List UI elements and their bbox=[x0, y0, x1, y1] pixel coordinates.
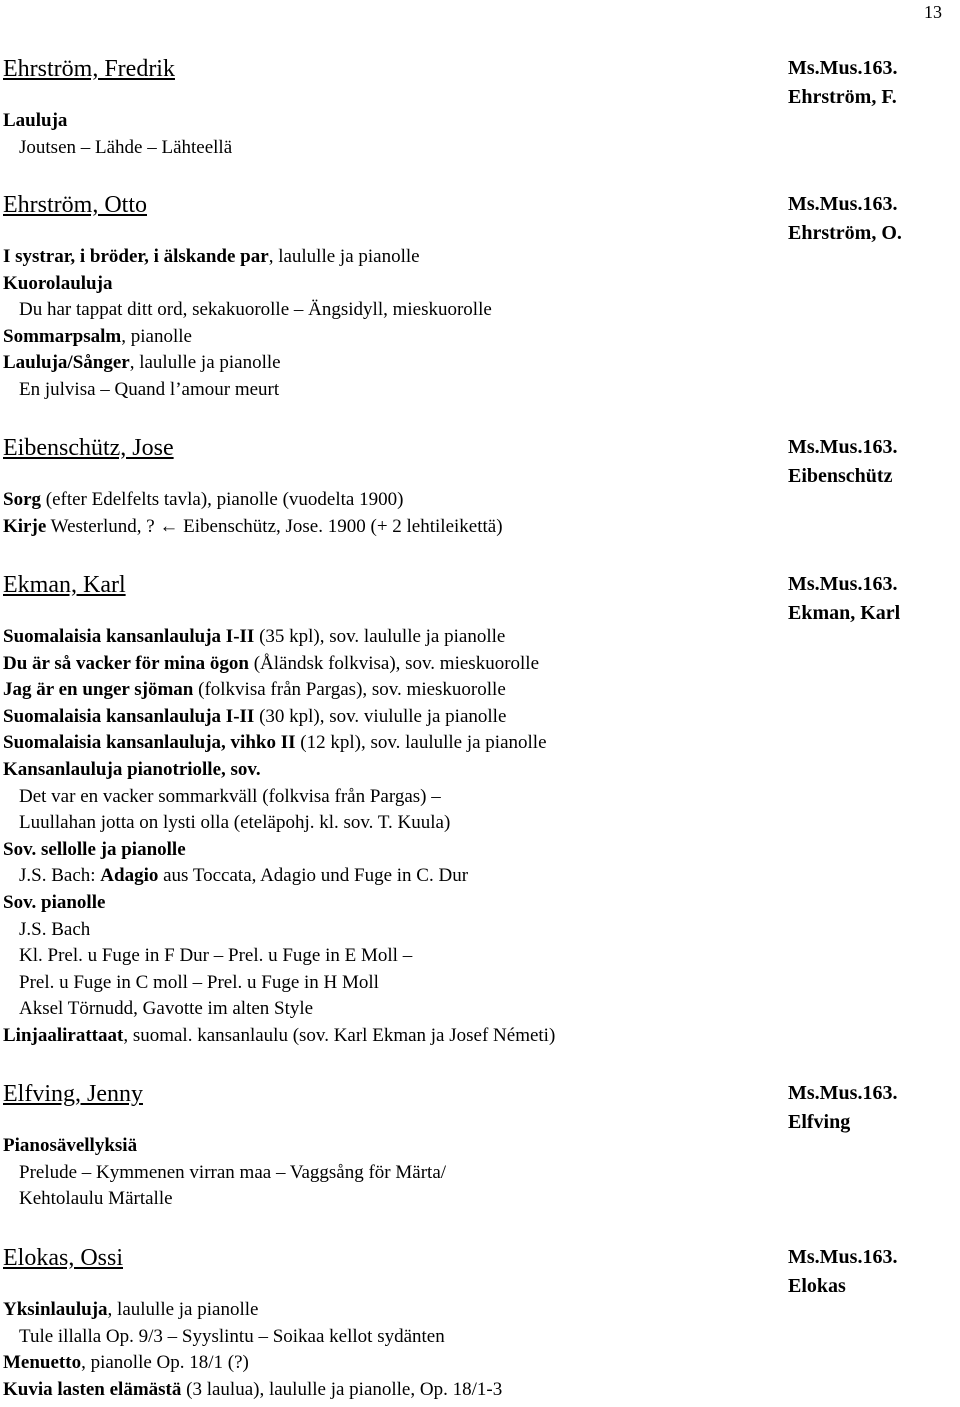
work-title: Suomalaisia kansanlauluja I-II bbox=[3, 705, 255, 727]
work-title: Linjaalirattaat bbox=[3, 1024, 124, 1046]
work-line bbox=[3, 996, 953, 1023]
work-detail: , pianolle Op. 18/1 (?) bbox=[81, 1352, 249, 1374]
work-detail: (Åländsk folkvisa), sov. mieskuorolle bbox=[248, 652, 540, 674]
composer-name: Eibenschütz, Jose bbox=[3, 435, 174, 461]
work-title: Sov. sellolle ja pianolle bbox=[3, 838, 186, 860]
work-line bbox=[3, 1324, 953, 1351]
work-line bbox=[3, 730, 953, 757]
work-line bbox=[3, 1023, 953, 1050]
work-line bbox=[3, 514, 953, 541]
work-detail: Aksel Törnudd, Gavotte im alten Style bbox=[19, 998, 314, 1020]
work-line bbox=[3, 943, 953, 970]
catalog-entry bbox=[3, 54, 953, 161]
work-detail: , pianolle bbox=[121, 325, 192, 347]
catalog-entry bbox=[3, 433, 953, 540]
work-detail: (35 kpl), sov. laululle ja pianolle bbox=[254, 626, 506, 647]
work-detail: (3 laulua), laululle ja pianolle, Op. 18/1-3 bbox=[181, 1378, 503, 1400]
composer-name: Ekman, Karl bbox=[3, 572, 126, 598]
shelf-mark bbox=[788, 1079, 897, 1137]
work-detail: Kehtolaulu Märtalle bbox=[19, 1188, 173, 1210]
shelf-mark bbox=[788, 1243, 897, 1301]
composer-name: Ehrström, Fredrik bbox=[3, 56, 175, 82]
work-title: Jag är en unger sjöman bbox=[3, 679, 194, 701]
shelf-mark bbox=[788, 433, 897, 491]
shelf-mark bbox=[788, 54, 897, 112]
composer-name: Elfving, Jenny bbox=[3, 1081, 143, 1107]
work-detail: , laululle ja pianolle bbox=[107, 1299, 259, 1320]
work-line bbox=[3, 837, 953, 864]
shelf-mark bbox=[788, 570, 900, 628]
shelf-mark-line: Ekman, Karl bbox=[788, 602, 901, 624]
work-title: Lauluja bbox=[3, 110, 68, 131]
work-title: Kuorolauluja bbox=[3, 272, 113, 294]
work-detail: En julvisa – Quand l’amour meurt bbox=[19, 378, 280, 400]
work-line bbox=[3, 863, 953, 890]
shelf-mark-line: Ms.Mus.163. bbox=[788, 193, 898, 215]
work-line bbox=[3, 271, 953, 298]
work-title: Kirje bbox=[3, 515, 47, 537]
work-line bbox=[3, 890, 953, 917]
work-title: Adagio bbox=[100, 865, 159, 887]
work-detail: Du har tappat ditt ord, sekakuorolle – Ängsidyll, mieskuorolle bbox=[19, 299, 492, 321]
work-title: Sommarpsalm bbox=[3, 325, 122, 347]
work-title: Suomalaisia kansanlauluja, vihko II bbox=[3, 732, 296, 754]
shelf-mark-line: Eibenschütz bbox=[788, 465, 893, 487]
work-detail: (30 kpl), sov. viululle ja pianolle bbox=[254, 705, 507, 727]
page-number: 13 bbox=[924, 2, 942, 22]
work-line bbox=[3, 757, 953, 784]
catalog-entry bbox=[3, 1079, 953, 1213]
shelf-mark-line: Ms.Mus.163. bbox=[788, 436, 898, 458]
work-title: Lauluja/Sånger bbox=[3, 352, 130, 374]
shelf-mark-line: Elfving bbox=[788, 1111, 851, 1133]
shelf-mark-line: Ms.Mus.163. bbox=[788, 57, 898, 79]
shelf-mark-line: Ms.Mus.163. bbox=[788, 573, 898, 595]
shelf-mark bbox=[788, 190, 902, 248]
work-detail: Joutsen – Lähde – Lähteellä bbox=[19, 136, 233, 158]
work-detail: , suomal. kansanlaulu (sov. Karl Ekman ja Josef Németi) bbox=[123, 1024, 556, 1046]
work-detail: Luullahan jotta on lysti olla (eteläpohj. kl. sov. T. Kuula) bbox=[19, 812, 451, 834]
work-line bbox=[3, 1160, 953, 1187]
work-title: Du är så vacker för mina ögon bbox=[3, 652, 249, 674]
work-detail: (12 kpl), sov. laululle ja pianolle bbox=[295, 732, 547, 754]
work-line bbox=[3, 1377, 953, 1404]
work-detail: Tule illalla Op. 9/3 – Syyslintu – Soikaa kellot sydänten bbox=[19, 1325, 445, 1347]
work-detail: J.S. Bach bbox=[19, 918, 91, 940]
work-detail: , laululle ja pianolle bbox=[129, 352, 281, 374]
work-title: Suomalaisia kansanlauluja I-II bbox=[3, 626, 255, 647]
shelf-mark-line: Ehrström, F. bbox=[788, 86, 897, 108]
work-title: I systrar, i bröder, i älskande par bbox=[3, 246, 269, 267]
work-line bbox=[3, 297, 953, 324]
shelf-mark-line: Ms.Mus.163. bbox=[788, 1082, 898, 1104]
work-detail: Prelude – Kymmenen virran maa – Vaggsång för Märta/ bbox=[19, 1161, 447, 1183]
catalog-entry bbox=[3, 1243, 953, 1403]
work-line bbox=[3, 135, 953, 162]
work-detail: aus Toccata, Adagio und Fuge in C. Dur bbox=[158, 865, 469, 887]
shelf-mark-line: Ehrström, O. bbox=[788, 222, 902, 244]
work-title: Kuvia lasten elämästä bbox=[3, 1378, 182, 1400]
composer-name: Elokas, Ossi bbox=[3, 1245, 123, 1271]
work-detail: (efter Edelfelts tavla), pianolle (vuodelta 1900) bbox=[41, 489, 404, 510]
work-title: Menuetto bbox=[3, 1352, 82, 1374]
work-detail: , laululle ja pianolle bbox=[268, 246, 420, 267]
work-line bbox=[3, 810, 953, 837]
work-title: Pianosävellyksiä bbox=[3, 1135, 138, 1156]
catalog-entry bbox=[3, 570, 953, 1050]
work-line bbox=[3, 677, 953, 704]
work-line bbox=[3, 651, 953, 678]
work-line bbox=[3, 704, 953, 731]
work-title: Sov. pianolle bbox=[3, 891, 106, 913]
catalog-entry bbox=[3, 190, 953, 404]
work-line bbox=[3, 1350, 953, 1377]
work-detail: (folkvisa från Pargas), sov. mieskuorolle bbox=[193, 679, 506, 701]
work-line bbox=[3, 970, 953, 997]
work-detail: J.S. Bach: bbox=[19, 865, 101, 887]
composer-name: Ehrström, Otto bbox=[3, 192, 147, 218]
work-detail: Kl. Prel. u Fuge in F Dur – Prel. u Fuge in E Moll – bbox=[19, 945, 413, 967]
shelf-mark-line: Ms.Mus.163. bbox=[788, 1246, 898, 1268]
work-title: Kansanlauluja pianotriolle, sov. bbox=[3, 758, 261, 780]
work-line bbox=[3, 324, 953, 351]
work-line bbox=[3, 917, 953, 944]
work-title: Sorg bbox=[3, 489, 41, 510]
work-line bbox=[3, 377, 953, 404]
work-detail: Det var en vacker sommarkväll (folkvisa från Pargas) – bbox=[19, 785, 441, 807]
work-line bbox=[3, 784, 953, 811]
shelf-mark-line: Elokas bbox=[788, 1275, 846, 1297]
work-line bbox=[3, 1186, 953, 1213]
work-detail: Prel. u Fuge in C moll – Prel. u Fuge in H Moll bbox=[19, 971, 379, 993]
work-detail: Westerlund, ? ← Eibenschütz, Jose. 1900 (+ 2 lehtileikettä) bbox=[46, 515, 503, 537]
work-title: Yksinlauluja bbox=[3, 1299, 108, 1320]
work-line bbox=[3, 350, 953, 377]
